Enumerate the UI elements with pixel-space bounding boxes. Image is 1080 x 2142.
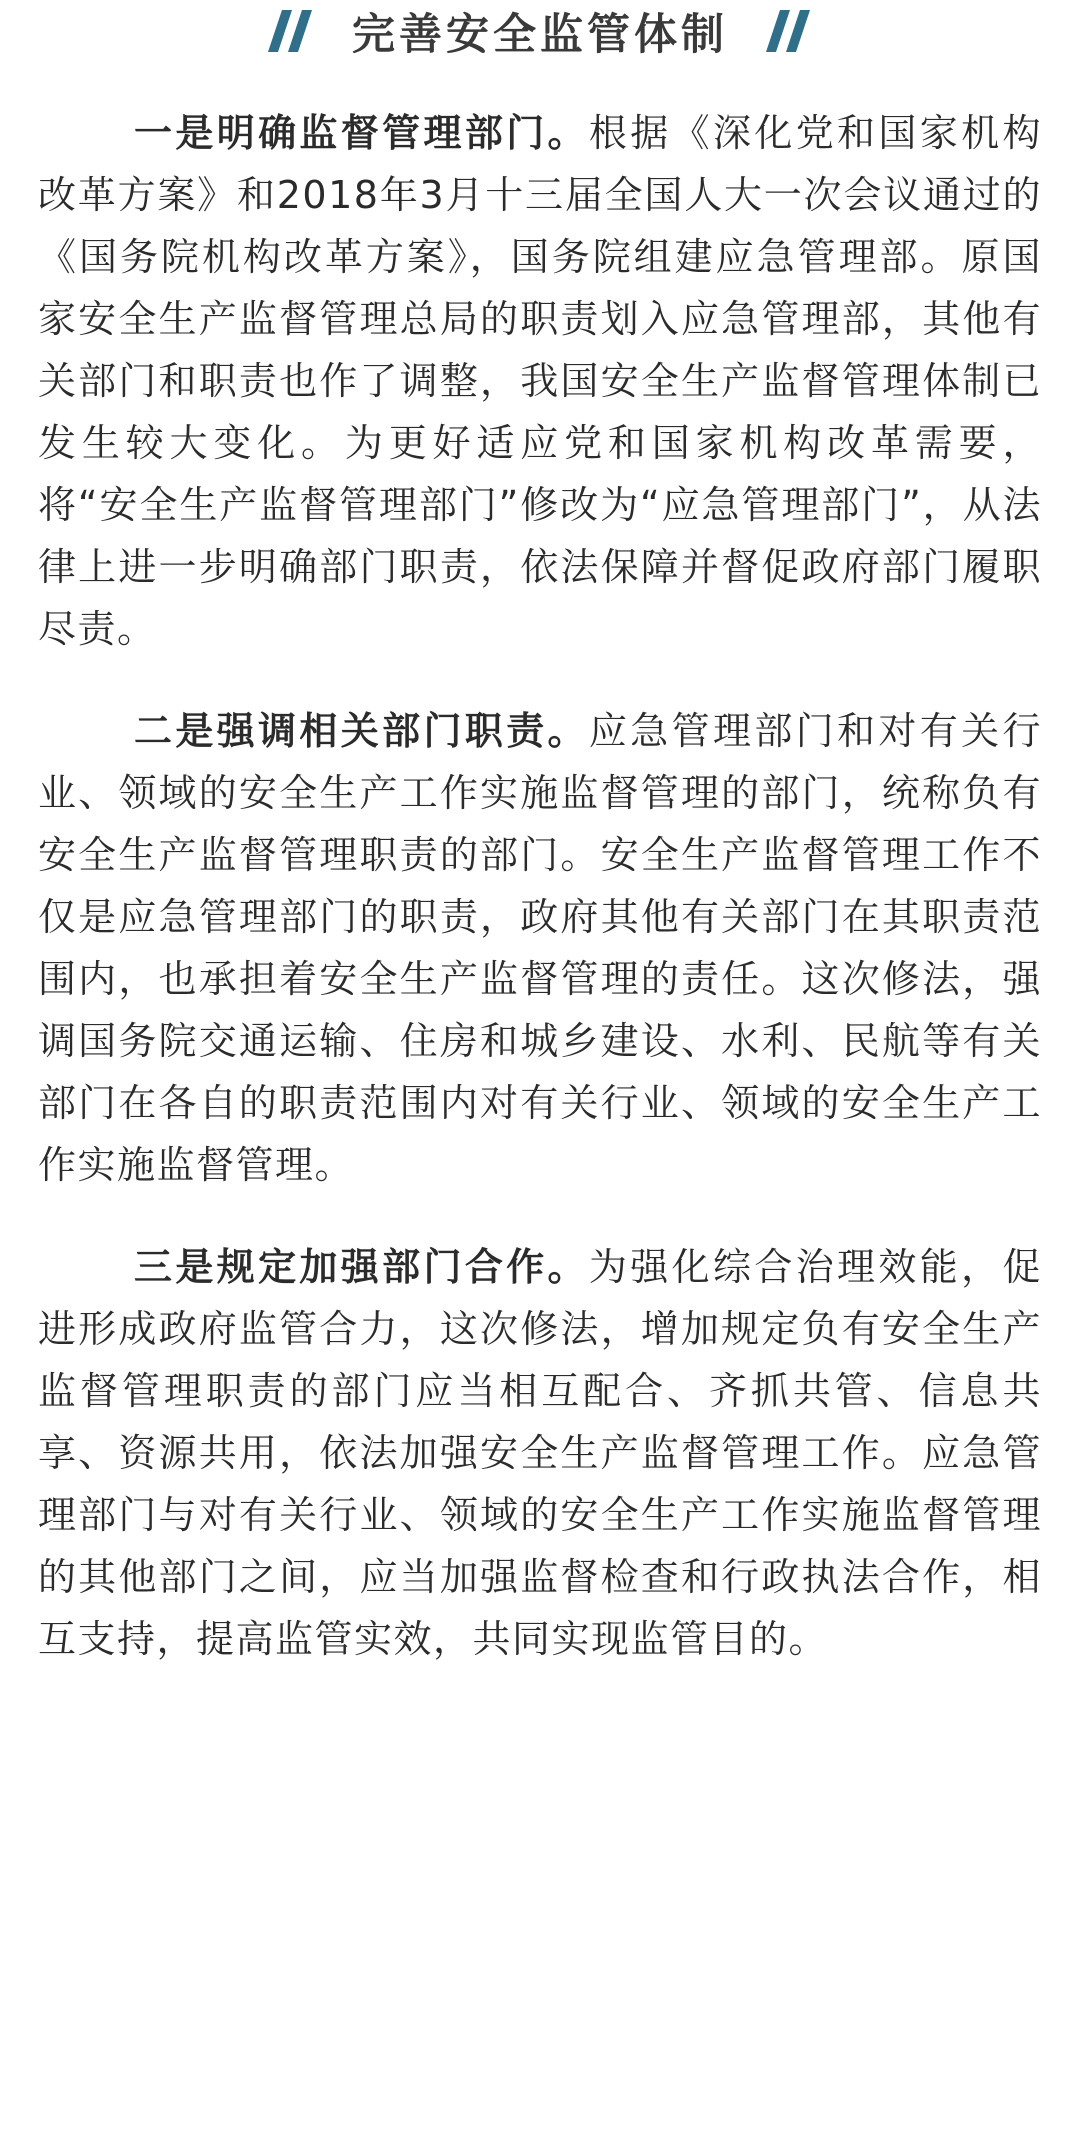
paragraph-lead: 三是规定加强部门合作。 bbox=[134, 1245, 589, 1289]
article-body bbox=[38, 102, 1042, 1710]
paragraph-text: 应急管理部门和对有关行业、领域的安全生产工作实施监督管理的部门，统称负有安全生产监督管理职责的部门。安全生产监督管理工作不仅是应急管理部门的职责，政府其他有关部门在其职责范围内，也承担着安全生产监督管理的责任。这次修法，强调国务院交通运输、住房和城乡建设、水利、民航等有关部门在各自的职责范围内对有关行业、领域的安全生产工作实施监督管理。 bbox=[38, 709, 1042, 1187]
double-slash-icon bbox=[764, 8, 814, 54]
paragraph-text: 为强化综合治理效能，促进形成政府监管合力，这次修法，增加规定负有安全生产监督管理职责的部门应当相互配合、齐抓共管、信息共享、资源共用，依法加强安全生产监督管理工作。应急管理部门与对有关行业、领域的安全生产工作实施监督管理的其他部门之间，应当加强监督检查和行政执法合作，相互支持，提高监管实效，共同实现监管目的。 bbox=[38, 1245, 1042, 1661]
section-header bbox=[0, 0, 1080, 62]
double-slash-icon bbox=[266, 8, 316, 54]
paragraph-text: 根据《深化党和国家机构改革方案》和2018年3月十三届全国人大一次会议通过的《国务院机构改革方案》，国务院组建应急管理部。原国家安全生产监督管理总局的职责划入应急管理部，其他有关部门和职责也作了调整，我国安全生产监督管理体制已发生较大变化。为更好适应党和国家机构改革需要，将“安全生产监督管理部门”修改为“应急管理部门”，从法律上进一步明确部门职责，依法保障并督促政府部门履职尽责。 bbox=[38, 111, 1042, 651]
paragraph-2 bbox=[38, 700, 1042, 1196]
section-title: 完善安全监管体制 bbox=[352, 9, 728, 60]
paragraph-3 bbox=[38, 1236, 1042, 1670]
paragraph-1 bbox=[38, 102, 1042, 660]
paragraph-lead: 二是强调相关部门职责。 bbox=[134, 709, 589, 753]
paragraph-lead: 一是明确监督管理部门。 bbox=[134, 111, 589, 155]
